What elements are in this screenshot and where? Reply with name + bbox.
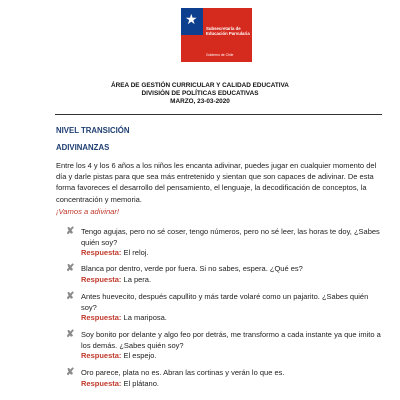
logo-panel — [203, 8, 252, 62]
answer-label: Respuesta: — [81, 313, 122, 323]
answer-value: El plátano. — [123, 378, 159, 388]
intro-paragraph: Entre los 4 y los 6 años a los niños les encanta adivinar, puedes jugar en cualquier momento del día y darle pistas para que sea más entretenido y sientan que son capaces de adivinar. De esta forma favoreces el desarrollo del pensamiento, el lenguaje, la decodificación de conceptos, la concentración y memoria. — [56, 161, 377, 204]
answer-value: El espejo. — [123, 351, 157, 361]
cross-bullet-icon: ✘ — [66, 367, 75, 378]
answer-label: Respuesta: — [81, 274, 122, 284]
cross-bullet-icon: ✘ — [66, 329, 75, 340]
lets-guess-heading: ¡Vamos a adivinar! — [56, 207, 120, 216]
cross-bullet-icon: ✘ — [66, 226, 75, 237]
riddle-item — [66, 368, 386, 389]
riddle-answer — [81, 248, 386, 259]
answer-label: Respuesta: — [81, 248, 122, 258]
cross-bullet-icon: ✘ — [66, 291, 75, 302]
riddle-item — [66, 330, 386, 362]
riddle-item — [66, 264, 386, 285]
riddle-answer — [81, 313, 386, 324]
riddle-item — [66, 292, 386, 324]
header-line-2: DIVISIÓN DE POLÍTICAS EDUCATIVAS — [141, 90, 259, 97]
riddle-answer — [81, 351, 386, 362]
riddle-text: Soy bonito por delante y algo feo por detrás, me transformo a cada instante ya que imito a los demás. ¿Sabes quién soy? — [81, 330, 381, 350]
logo-flag — [181, 8, 203, 62]
riddle-answer — [81, 275, 386, 286]
answer-value: La mariposa. — [123, 313, 167, 323]
logo-title: Subsecretaría de Educación Parvularia — [206, 26, 250, 36]
section-level-heading: NIVEL TRANSICIÓN — [56, 126, 130, 135]
riddle-answer — [81, 379, 386, 390]
riddle-text: Antes huevecito, después capullito y más tarde volaré como un pajarito. ¿Sabes quién soy? — [81, 292, 369, 312]
riddle-item — [66, 227, 386, 259]
header-line-1: ÁREA DE GESTIÓN CURRICULAR Y CALIDAD EDUCATIVA — [111, 82, 289, 89]
header-date: MARZO, 23-03-2020 — [170, 98, 230, 105]
riddle-text: Blanca por dentro, verde por fuera. Si no sabes, espera. ¿Qué es? — [81, 264, 303, 273]
cross-bullet-icon: ✘ — [66, 263, 75, 274]
logo-subtitle: Gobierno de Chile — [206, 53, 234, 57]
riddle-text: Tengo agujas, pero no sé coser, tengo números, pero no sé leer, las horas te doy, ¿Sabes quién soy? — [81, 227, 380, 247]
answer-value: La pera. — [123, 274, 152, 284]
star-icon: ★ — [185, 11, 198, 27]
header-divider — [55, 114, 382, 115]
section-topic-heading: ADIVINANZAS — [56, 143, 110, 152]
answer-value: El reloj. — [123, 248, 149, 258]
ministry-logo — [181, 8, 252, 62]
answer-label: Respuesta: — [81, 378, 122, 388]
answer-label: Respuesta: — [81, 351, 122, 361]
riddle-text: Oro parece, plata no es. Abran las cortinas y verán lo que es. — [81, 368, 285, 377]
